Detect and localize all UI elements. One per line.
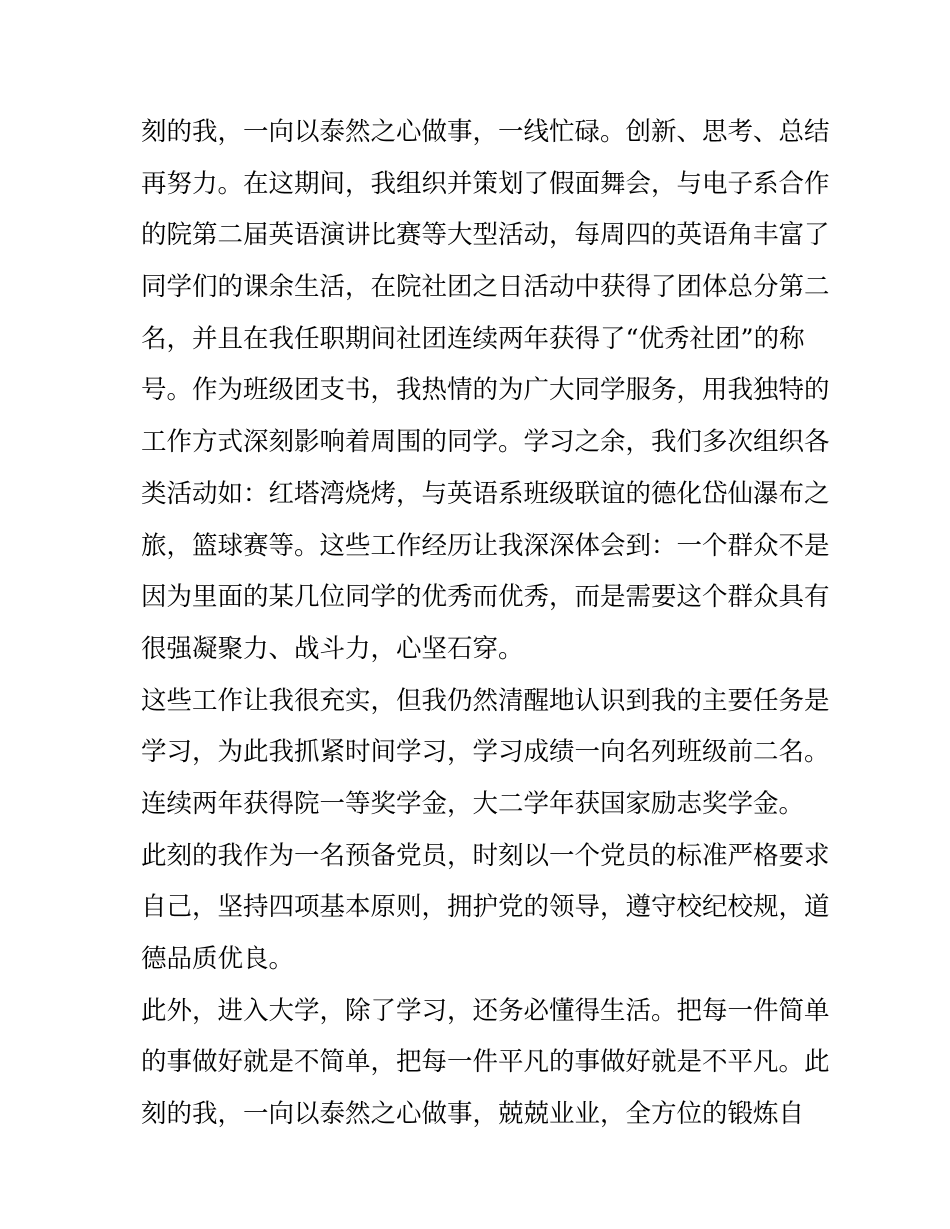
text-line: 德品质优良。 [141,944,295,974]
text-line: 旅，篮球赛等。这些工作经历让我深深体会到：一个群众不是 [141,530,830,561]
text-line: 同学们的课余生活，在院社团之日活动中获得了团体总分第二 [141,272,830,303]
text-line: 刻的我，一向以泰然之心做事，一线忙碌。创新、思考、总结 [141,117,830,147]
text-line: 因为里面的某几位同学的优秀而优秀，而是需要这个群众具有 [141,582,830,613]
text-line: 工作方式深刻影响着周围的同学。学习之余，我们多次组织各 [141,427,830,458]
text-line: 很强凝聚力、战斗力，心坚石穿。 [141,633,524,664]
text-line: 名，并且在我任职期间社团连续两年获得了“优秀社团”的称 [141,323,805,354]
text-line: 再努力。在这期间，我组织并策划了假面舞会，与电子系合作 [141,168,830,199]
text-line: 类活动如：红塔湾烧烤，与英语系班级联谊的德化岱仙瀑布之 [141,478,830,509]
text-line: 此刻的我作为一名预备党员，时刻以一个党员的标准严格要求 [141,840,830,871]
text-line: 刻的我，一向以泰然之心做事，兢兢业业，全方位的锻炼自 [141,1099,805,1130]
text-line: 此外，进入大学，除了学习，还务必懂得生活。把每一件简单 [141,995,830,1026]
text-line: 号。作为班级团支书，我热情的为广大同学服务，用我独特的 [141,375,830,406]
body-text [141,107,830,1141]
text-line: 自己，坚持四项基本原则，拥护党的领导，遵守校纪校规，道 [141,892,830,923]
text-line: 这些工作让我很充实，但我仍然清醒地认识到我的主要任务是 [141,685,830,716]
text-line: 连续两年获得院一等奖学金，大二学年获国家励志奖学金。 [141,788,805,819]
text-line: 学习，为此我抓紧时间学习，学习成绩一向名列班级前二名。 [141,737,830,768]
text-line: 的院第二届英语演讲比赛等大型活动，每周四的英语角丰富了 [141,220,830,251]
text-line: 的事做好就是不简单，把每一件平凡的事做好就是不平凡。此 [141,1047,830,1078]
